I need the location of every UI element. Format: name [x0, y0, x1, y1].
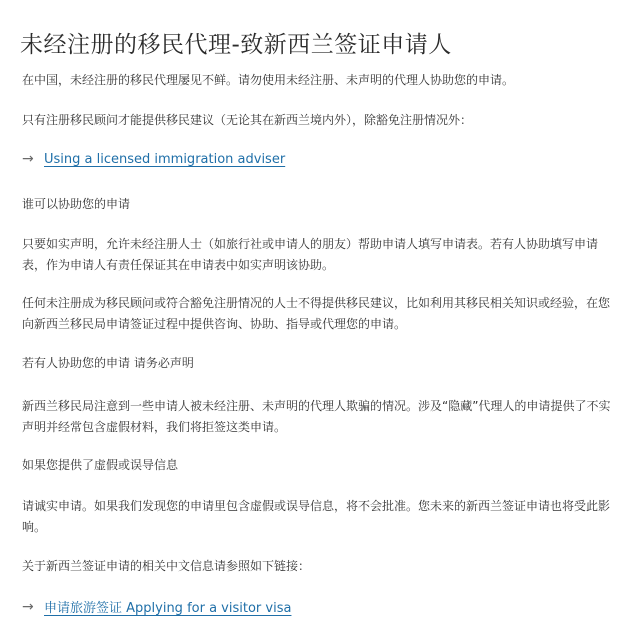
links-intro-paragraph: 关于新西兰签证申请的相关中文信息请参照如下链接：: [22, 559, 311, 573]
licensed-adviser-link-row[interactable]: [22, 151, 285, 167]
declare-heading: 若有人协助您的申请 请务必声明: [22, 356, 194, 370]
intro-paragraph: 在中国，未经注册的移民代理屡见不鲜。请勿使用未经注册、未声明的代理人协助您的申请。: [22, 73, 515, 87]
visitor-visa-link[interactable]: 申请旅游签证 Applying for a visitor visa: [44, 601, 292, 616]
visitor-visa-link-row[interactable]: [22, 597, 291, 616]
registered-adviser-paragraph: 只有注册移民顾问才能提供移民建议（无论其在新西兰境内外），除豁免注册情况外：: [22, 113, 473, 127]
unregistered-advice-paragraph: 任何未注册成为移民顾问或符合豁免注册情况的人士不得提供移民建议，比如利用其移民相关知识或经验，在您向新西兰移民局申请签证过程中提供咨询、协助、指导或代理您的申请。: [22, 296, 611, 331]
false-info-heading: 如果您提供了虚假或误导信息: [22, 458, 179, 472]
declare-paragraph: 新西兰移民局注意到一些申请人被未经注册、未声明的代理人欺骗的情况。涉及“隐藏”代理人的申请提供了不实声明并经常包含虚假材料，我们将拒签这类申请。: [22, 399, 611, 434]
arrow-right-icon: →: [22, 598, 34, 615]
page-title: 未经注册的移民代理-致新西兰签证申请人: [20, 32, 452, 58]
licensed-adviser-link[interactable]: Using a licensed immigration adviser: [44, 151, 286, 167]
who-can-help-heading: 谁可以协助您的申请: [22, 197, 131, 211]
false-info-paragraph: 请诚实申请。如果我们发现您的申请里包含虚假或误导信息，将不会批准。您未来的新西兰签证申请也将受此影响。: [22, 499, 611, 534]
arrow-right-icon: →: [22, 151, 34, 167]
who-can-help-paragraph: 只要如实声明，允许未经注册人士（如旅行社或申请人的朋友）帮助申请人填写申请表。若有人协助填写申请表，作为申请人有责任保证其在申请表中如实声明该协助。: [22, 237, 599, 272]
